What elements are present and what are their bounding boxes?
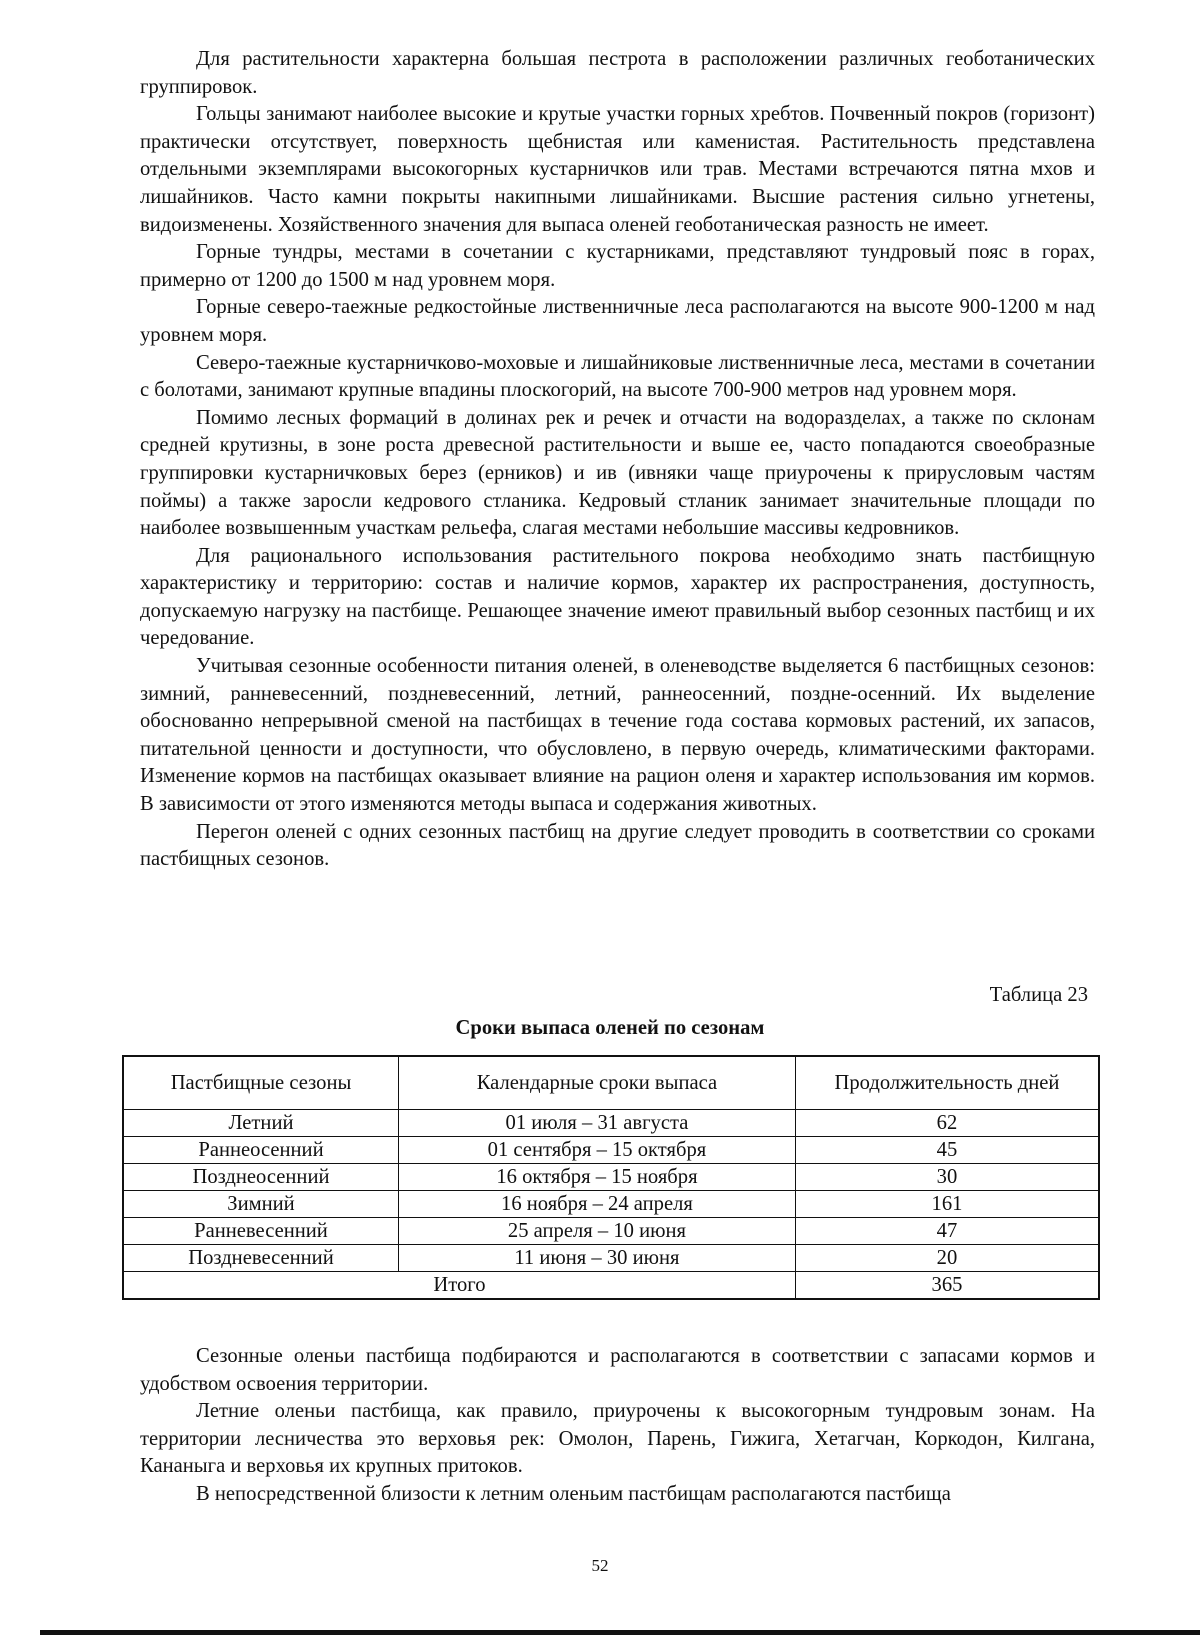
season-cell: Летний	[123, 1110, 398, 1137]
column-header-dates: Календарные сроки выпаса	[398, 1056, 795, 1110]
days-cell: 45	[795, 1137, 1099, 1164]
table-row	[123, 1164, 1099, 1191]
season-cell: Ранневесенний	[123, 1218, 398, 1245]
dates-cell: 25 апреля – 10 июня	[398, 1218, 795, 1245]
days-cell: 20	[795, 1245, 1099, 1272]
dates-cell: 16 октября – 15 ноября	[398, 1164, 795, 1191]
paragraph: Помимо лесных формаций в долинах рек и речек и отчасти на водоразделах, а также по склонам средней крутизны, в зоне роста древесной растительности и выше ее, часто попадаются своеобразные группировки кустарничковых берез (ерников) и ив (ивняки чаще приурочены к прирусловым частям поймы) а также заросли кедрового стланика. Кедровый стланик занимает значительные площади по наиболее возвышенным участкам рельефа, слагая местами небольшие массивы кедровников.	[140, 406, 1095, 540]
days-cell: 161	[795, 1191, 1099, 1218]
season-cell: Раннеосенний	[123, 1137, 398, 1164]
paragraph: Перегон оленей с одних сезонных пастбищ на другие следует проводить в соответствии со сроками пастбищных сезонов.	[140, 820, 1095, 871]
table-label: Таблица 23	[989, 984, 1088, 1006]
table-row	[123, 1218, 1099, 1245]
body-text-bottom	[140, 1343, 1095, 1509]
table-row	[123, 1245, 1099, 1272]
total-label-cell: Итого	[123, 1272, 795, 1300]
paragraph: Летние оленьи пастбища, как правило, приурочены к высокогорным тундровым зонам. На территории лесничества это верховья рек: Омолон, Парень, Гижига, Хетагчан, Коркодон, Килгана, Кананыга и верховья их крупных притоков.	[140, 1400, 1095, 1478]
table-row	[123, 1191, 1099, 1218]
paragraph: Для растительности характерна большая пестрота в расположении различных геоботанических группировок.	[140, 48, 1095, 98]
paragraph: Горные северо-таежные редкостойные лиственничные леса располагаются на высоте 900-1200 м над уровнем моря.	[140, 296, 1095, 346]
days-cell: 62	[795, 1110, 1099, 1137]
body-text-top	[140, 46, 1095, 874]
season-cell: Поздневесенний	[123, 1245, 398, 1272]
season-cell: Зимний	[123, 1191, 398, 1218]
table-row	[123, 1110, 1099, 1137]
table-header-row	[123, 1056, 1099, 1110]
season-cell: Позднеосенний	[123, 1164, 398, 1191]
table-title: Сроки выпаса оленей по сезонам	[455, 1017, 765, 1039]
paragraph: Горные тундры, местами в сочетании с кустарниками, представляют тундровый пояс в горах, примерно от 1200 до 1500 м над уровнем моря.	[140, 241, 1095, 291]
column-header-days: Продолжительность дней	[795, 1056, 1099, 1110]
dates-cell: 01 июля – 31 августа	[398, 1110, 795, 1137]
days-cell: 47	[795, 1218, 1099, 1245]
dates-cell: 16 ноября – 24 апреля	[398, 1191, 795, 1218]
dates-cell: 01 сентября – 15 октября	[398, 1137, 795, 1164]
paragraph: В непосредственной близости к летним оленьим пастбищам располагаются пастбища	[196, 1482, 951, 1505]
table-total-row	[123, 1272, 1099, 1300]
seasons-table	[122, 1055, 1100, 1300]
dates-cell: 11 июня – 30 июня	[398, 1245, 795, 1272]
bottom-rule	[40, 1630, 1200, 1635]
table-row	[123, 1137, 1099, 1164]
total-days-cell: 365	[795, 1272, 1099, 1300]
paragraph: Гольцы занимают наиболее высокие и крутые участки горных хребтов. Почвенный покров (горизонт) практически отсутствует, поверхность щебнистая или каменистая. Растительность представлена отдельными экземплярами высокогорных кустарничков или трав. Местами встречаются пятна мхов и лишайников. Часто камни покрыты накипными лишайниками. Высшие растения сильно угнетены, видоизменены. Хозяйственного значения для выпаса оленей геоботаническая разность не имеет.	[140, 103, 1095, 236]
paragraph: Учитывая сезонные особенности питания оленей, в оленеводстве выделяется 6 пастбищных сезонов: зимний, ранневесенний, поздневесенний, летний, раннеосенний, поздне-осенний. Их выделение обоснованно непрерывной сменой на пастбищах в течение года состава кормовых растений, их запасов, питательной ценности и доступности, что обусловлено, в первую очередь, климатическими факторами. Изменение кормов на пастбищах оказывает влияние на рацион оленя и характер использования им кормов. В зависимости от этого изменяются методы выпаса и содержания животных.	[140, 655, 1095, 816]
column-header-season: Пастбищные сезоны	[123, 1056, 398, 1110]
paragraph: Сезонные оленьи пастбища подбираются и располагаются в соответствии с запасами кормов и удобством освоения территории.	[140, 1345, 1095, 1395]
paragraph: Для рационального использования растительного покрова необходимо знать пастбищную характеристику и территорию: состав и наличие кормов, характер их распространения, доступность, допускаемую нагрузку на пастбище. Решающее значение имеют правильный выбор сезонных пастбищ и их чередование.	[140, 544, 1095, 650]
page-number: 52	[591, 1556, 609, 1575]
paragraph: Северо-таежные кустарничково-моховые и лишайниковые лиственничные леса, местами в сочетании с болотами, занимают крупные впадины плоскогорий, на высоте 700-900 метров над уровнем моря.	[140, 351, 1095, 402]
days-cell: 30	[795, 1164, 1099, 1191]
